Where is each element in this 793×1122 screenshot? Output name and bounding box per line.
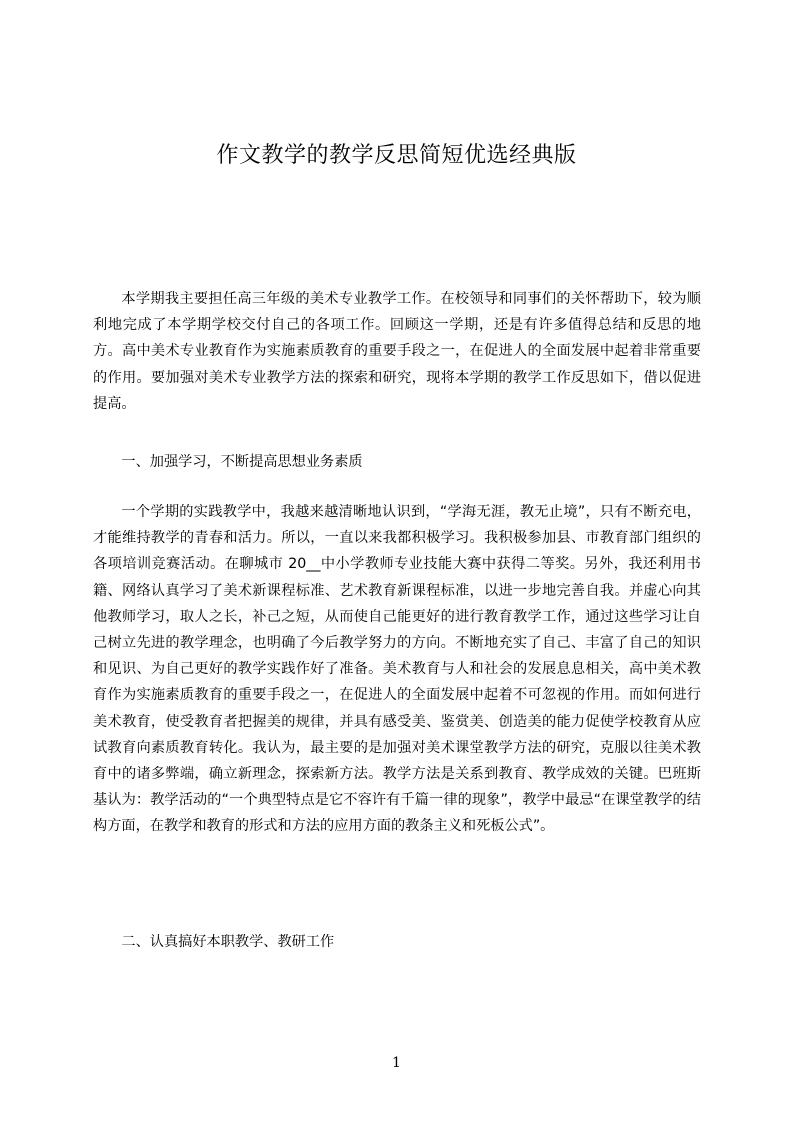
page-number: 1 <box>392 1055 401 1071</box>
section-heading-2: 二、认真搞好本职教学、教研工作 <box>121 934 335 950</box>
section-heading-1: 一、加强学习，不断提高思想业务素质 <box>121 454 363 470</box>
document-title: 作文教学的教学反思简短优选经典版 <box>216 143 577 168</box>
paragraph-section-1: 一个学期的实践教学中，我越来越清晰地认识到，“学海无涯，教无止境”，只有不断充电，才能维持教学的青春和活力。所以，一直以来我都积极学习。我积极参加县、市教育部门组织的各项培训竞赛活动。在聊城市 20__中小学教师专业技能大赛中获得二等奖。另外，我还利用书籍、网络认真学习了美术新课程标准、艺术教育新课程标准，以进一步地完善自我。并虚心向其他教师学习，取人之长，补己之短，从而使自己能更好的进行教育教学工作，通过这些学习让自己树立先进的教学理念，也明确了今后教学努力的方向。不断地充实了自己、丰富了自己的知识和见识、为自己更好的教学实践作好了准备。美术教育与人和社会的发展息息相关，高中美术教育作为实施素质教育的重要手段之一，在促进人的全面发展中起着不可忽视的作用。而如何进行美术教育，使受教育者把握美的规律，并具有感受美、鉴赏美、创造美的能力促使学校教育从应试教育向素质教育转化。我认为，最主要的是加强对美术课堂教学方法的研究，克服以往美术教育中的诸多弊端，确立新理念，探索新方法。教学方法是关系到教育、教学成效的关键。巴班斯基认为：教学活动的“一个典型特点是它不容许有千篇一律的现象”，教学中最忌“在课堂教学的结构方面，在教学和教育的形式和方法的应用方面的教条主义和死板公式”。 <box>93 504 701 835</box>
paragraph-intro: 本学期我主要担任高三年级的美术专业教学工作。在校领导和同事们的关怀帮助下，较为顺利地完成了本学期学校交付自己的各项工作。回顾这一学期，还是有许多值得总结和反思的地方。高中美术专业教育作为实施素质教育的重要手段之一，在促进人的全面发展中起着非常重要的作用。要加强对美术专业教学方法的探索和研究，现将本学期的教学工作反思如下，借以促进提高。 <box>93 291 701 412</box>
